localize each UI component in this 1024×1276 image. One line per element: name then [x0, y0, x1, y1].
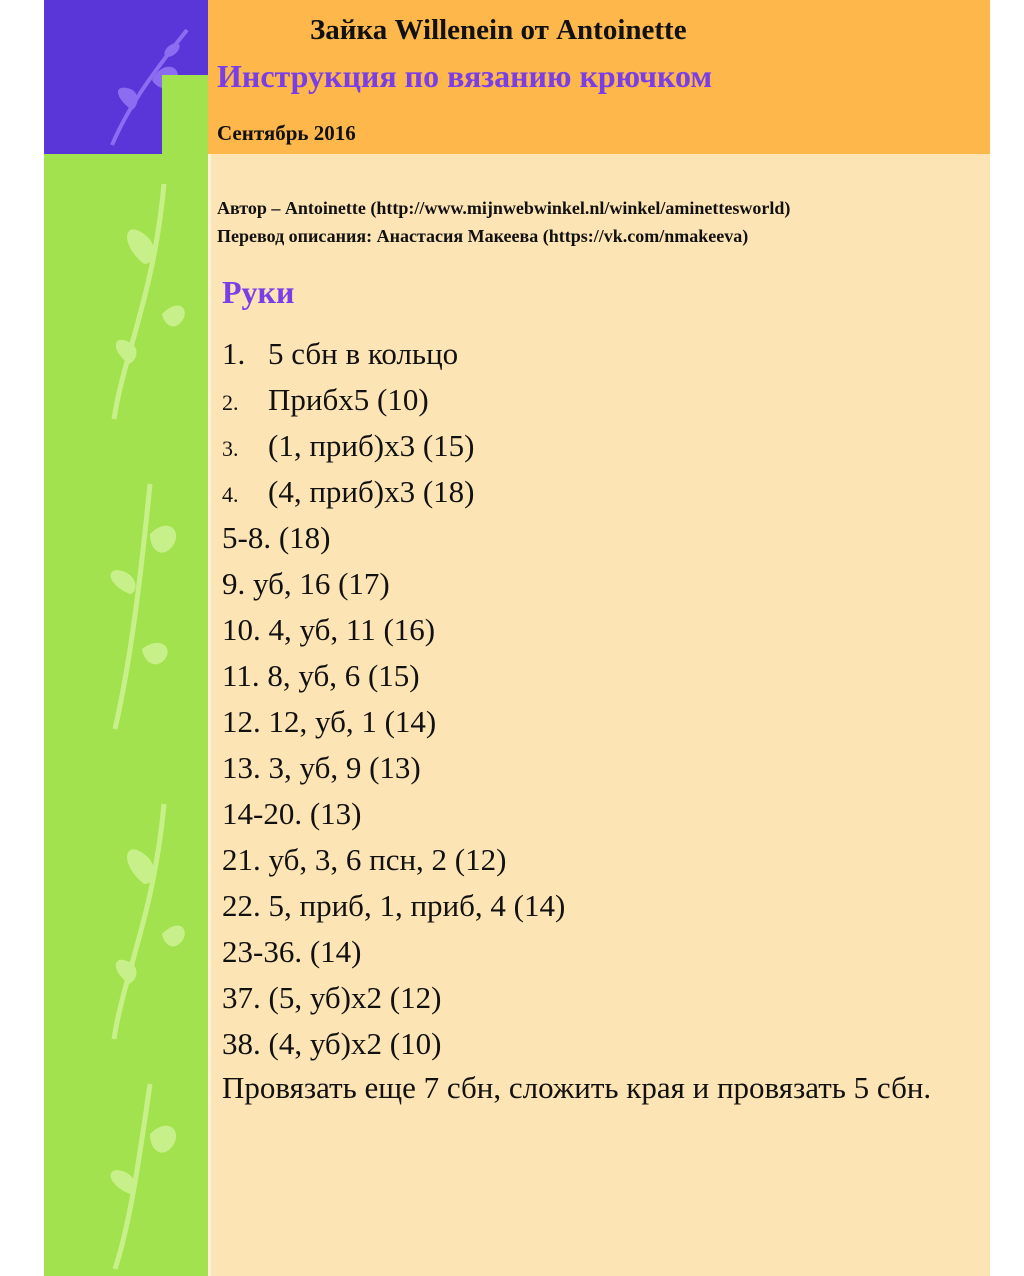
- pattern-row: 12. 12, уб, 1 (14): [222, 704, 437, 739]
- row-number: 3.: [222, 436, 239, 461]
- row-number: 4.: [222, 482, 239, 507]
- sidebar-green-notch: [162, 75, 208, 154]
- pattern-row: 23-36. (14): [222, 934, 362, 969]
- pattern-row: [222, 423, 972, 469]
- pattern-row: [222, 377, 972, 423]
- row-text: 5 сбн в кольцо: [268, 336, 459, 371]
- floral-vine-icon: [84, 174, 194, 424]
- pattern-row: 10. 4, уб, 11 (16): [222, 612, 436, 647]
- row-number: 1.: [222, 336, 246, 371]
- row-text: Прибx5 (10): [268, 382, 429, 417]
- document-title: Зайка Willenein от Antoinette: [310, 14, 687, 46]
- floral-vine-icon: [80, 1074, 190, 1274]
- translator-credit: Перевод описания: Анастасия Макеева (https://vk.com/nmakeeva): [217, 226, 749, 246]
- pattern-row: 9. уб, 16 (17): [222, 566, 390, 601]
- pattern-row: 11. 8, уб, 6 (15): [222, 658, 420, 693]
- section-title: Руки: [222, 274, 295, 310]
- pattern-rows: [222, 331, 972, 1067]
- floral-vine-icon: [84, 794, 194, 1044]
- pattern-row: 37. (5, уб)x2 (12): [222, 980, 442, 1015]
- row-text: (1, приб)x3 (15): [268, 428, 475, 463]
- author-credit: Автор – Antoinette (http://www.mijnwebwinkel.nl/winkel/aminettesworld): [217, 198, 791, 218]
- pattern-row: [222, 331, 972, 377]
- pattern-row: 21. уб, 3, 6 псн, 2 (12): [222, 842, 507, 877]
- sidebar-green-band: [44, 154, 208, 1276]
- row-text: (4, приб)x3 (18): [268, 474, 475, 509]
- row-number: 2.: [222, 390, 239, 415]
- floral-vine-icon: [80, 474, 190, 734]
- pattern-row: 5-8. (18): [222, 520, 331, 555]
- final-instruction: Провязать еще 7 сбн, сложить края и провязать 5 сбн.: [222, 1070, 932, 1105]
- pattern-row: 13. 3, уб, 9 (13): [222, 750, 421, 785]
- pattern-row: 38. (4, уб)x2 (10): [222, 1026, 442, 1061]
- pattern-row: 22. 5, приб, 1, приб, 4 (14): [222, 888, 566, 923]
- document-date: Сентябрь 2016: [217, 121, 356, 145]
- column-divider: [208, 154, 211, 1276]
- pattern-row: 14-20. (13): [222, 796, 362, 831]
- pattern-row: [222, 469, 972, 515]
- document-subtitle: Инструкция по вязанию крючком: [217, 58, 713, 94]
